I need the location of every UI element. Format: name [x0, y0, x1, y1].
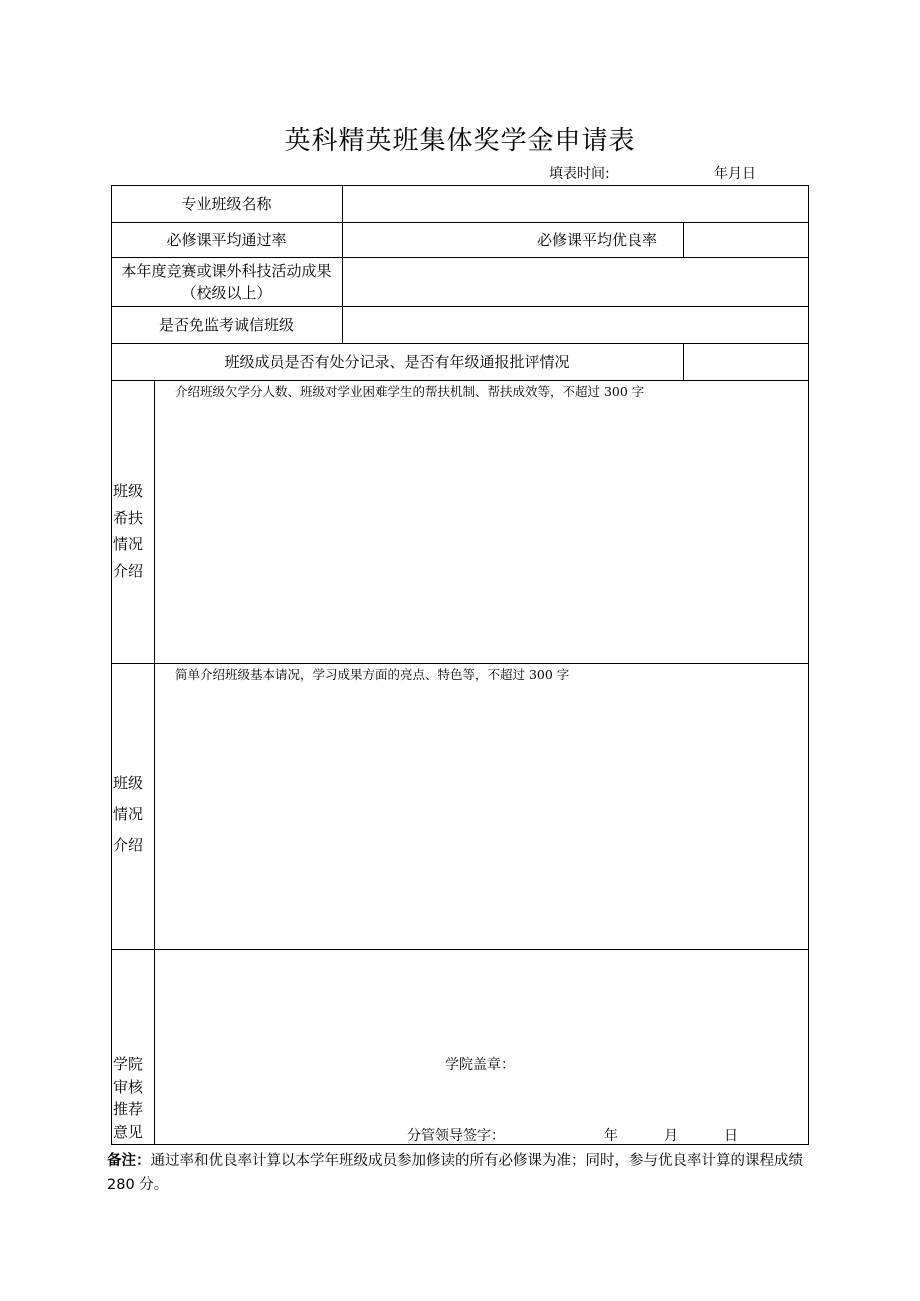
footnote — [107, 1149, 812, 1197]
required-excellent-rate-label: 必修课平均优良率 — [536, 231, 657, 249]
major-class-name-field[interactable] — [343, 186, 808, 222]
major-class-name-label: 专业班级名称 — [181, 194, 272, 213]
fill-date-ymd: 年月日 — [714, 166, 756, 182]
class-intro-label-line: 情况 — [113, 805, 144, 823]
assistance-label-line: 情况 — [113, 535, 144, 553]
competition-field[interactable] — [343, 258, 808, 306]
fill-date-label: 填表时间: — [549, 166, 610, 182]
sign-day-label: 日 — [724, 1128, 738, 1144]
footnote-text: 通过率和优良率计算以本学年班级成员参加修读的所有必修课为准；同时，参与优良率计算的课程成绩 280 分。 — [107, 1153, 803, 1193]
college-review-label-line: 审核 — [113, 1077, 144, 1096]
assistance-section-label — [113, 478, 149, 584]
assistance-textarea[interactable] — [155, 400, 808, 663]
exam-free-field[interactable] — [343, 307, 808, 343]
required-pass-rate-field[interactable] — [343, 223, 443, 257]
assistance-label-line: 介绍 — [113, 561, 144, 580]
competition-label-line2: （校级以上） — [181, 284, 272, 302]
leader-sign-label: 分管领导签字： — [407, 1128, 505, 1144]
college-review-label-line: 学院 — [113, 1055, 144, 1073]
sign-month-label: 月 — [664, 1128, 678, 1144]
discipline-label: 班级成员是否有处分记录、是否有年级通报批评情况 — [224, 353, 570, 371]
competition-label — [111, 258, 342, 306]
page-title: 英科精英班集体奖学金申请表 — [284, 126, 636, 156]
exam-free-label: 是否免监考诚信班级 — [158, 316, 294, 334]
class-intro-textarea[interactable] — [155, 683, 808, 949]
college-review-section-label — [113, 1053, 149, 1143]
class-intro-label-line: 介绍 — [113, 836, 144, 854]
class-intro-label-line: 班级 — [113, 774, 144, 792]
college-review-label-line: 意见 — [113, 1122, 144, 1141]
class-intro-hint: 简单介绍班级基本请况，学习成果方面的亮点、特色等，不超过 300 字 — [175, 667, 570, 682]
required-pass-rate-label: 必修课平均通过率 — [166, 231, 287, 249]
discipline-field[interactable] — [684, 344, 808, 380]
assistance-hint: 介绍班级欠学分人数、班级对学业困难学生的帮扶机制、帮扶成效等，不超过 300 字 — [175, 384, 645, 399]
required-excellent-rate-field[interactable] — [684, 223, 808, 257]
sign-year-label: 年 — [604, 1128, 618, 1144]
class-intro-section-label — [113, 768, 149, 861]
assistance-label-line: 班级 — [113, 482, 144, 500]
footnote-prefix: 备注： — [107, 1153, 151, 1169]
assistance-label-line: 希扶 — [113, 508, 144, 527]
competition-label-line1: 本年度竞赛或课外科技活动成果 — [121, 262, 332, 280]
college-seal-label: 学院盖章： — [445, 1057, 515, 1073]
college-review-label-line: 推荐 — [113, 1100, 144, 1118]
application-form-table — [111, 185, 809, 1145]
